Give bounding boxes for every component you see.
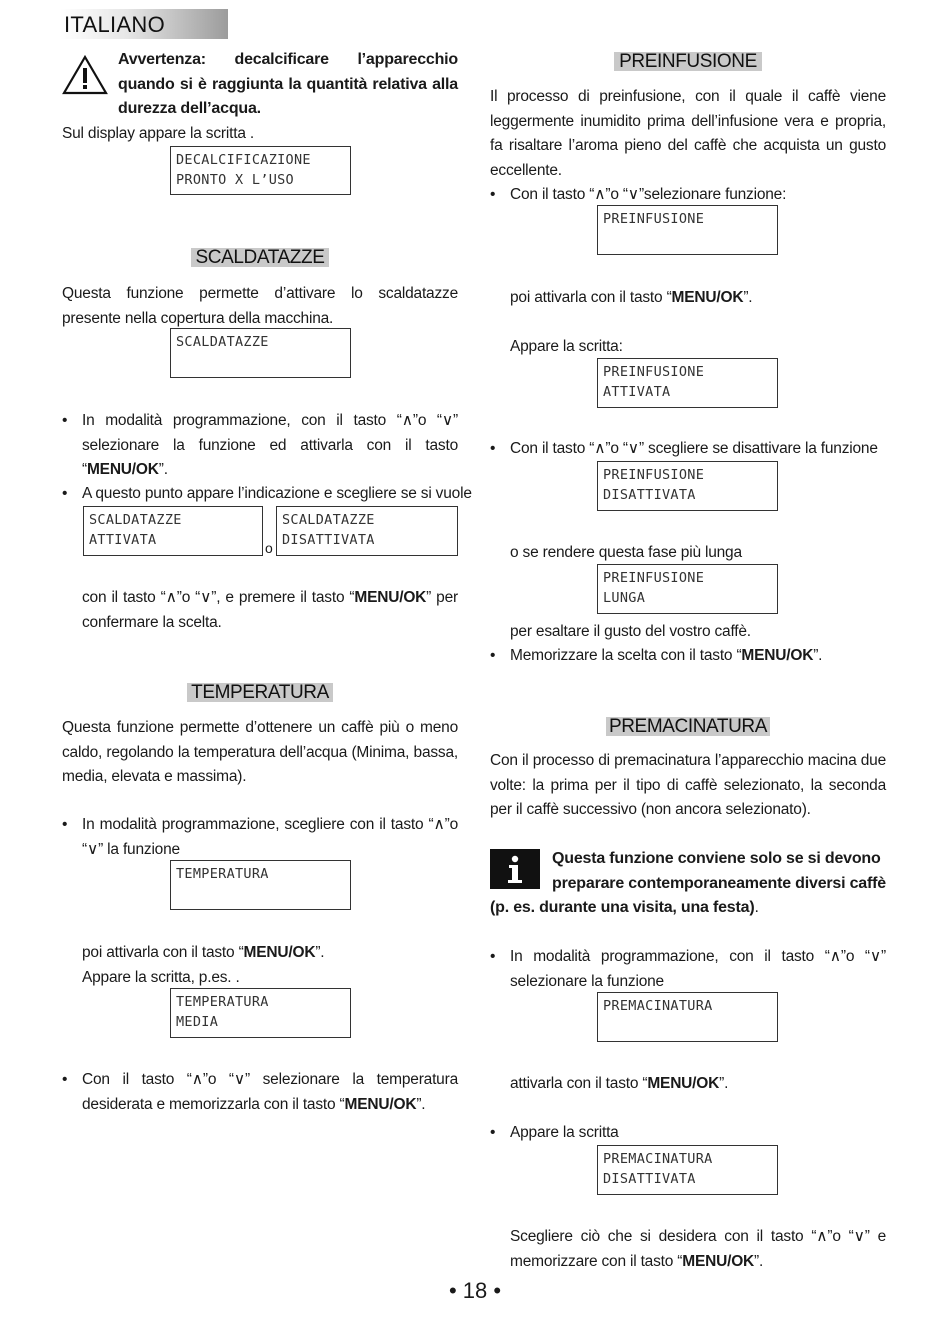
scaldatazze-bullet-1: • In modalità programmazione, con il tasto “∧”o “∨” selezionare la funzione ed attivarla con il tasto “MENU/OK”. [62, 412, 458, 478]
premacinatura-bullet-1: • In modalità programmazione, con il tasto “∧”o “∨” selezionare la funzione [490, 948, 886, 990]
premacinatura-intro: Con il processo di premacinatura l’apparecchio macina due volte: la prima per il tipo di caffè selezionato, la seconda per il caffè successivo (non ancora selezionato). [490, 752, 886, 818]
lcd-preinfusione-disattivata: PREINFUSIONE DISATTIVATA [597, 461, 778, 511]
warning-text: Avvertenza: decalcificare l’apparecchio quando si è raggiunta la quantità relativa alla durezza dell’acqua. [118, 51, 458, 117]
premacinatura-final: Scegliere ciò che si desidera con il tasto “∧”o “∨” e memorizzare con il tasto “MENU/OK”. [510, 1228, 886, 1270]
lcd-preinfusione-lunga: PREINFUSIONE LUNGA [597, 564, 778, 614]
warning-icon [62, 54, 108, 96]
preinfusione-appears: Appare la scritta: [510, 338, 623, 355]
lcd-temperatura-media: TEMPERATURA MEDIA [170, 988, 351, 1038]
preinfusione-bullet-3: • Memorizzare la scelta con il tasto “MENU/OK”. [490, 647, 823, 664]
preinfusione-intro: Il processo di preinfusione, con il quale il caffè viene leggermente inumidito prima dell’infusione vera e propria, fa risaltare l’aroma pieno del caffè che acquista un gusto eccellente. [490, 88, 886, 179]
section-title-scaldatazze: SCALDATAZZE [191, 248, 329, 267]
lcd-preinfusione-attivata: PREINFUSIONE ATTIVATA [597, 358, 778, 408]
section-title-temperatura: TEMPERATURA [187, 683, 333, 702]
preinfusione-longer: o se rendere questa fase più lunga [510, 544, 742, 561]
preinfusione-exalt: per esaltare il gusto del vostro caffè. [510, 623, 751, 640]
scaldatazze-bullet-2: • A questo punto appare l’indicazione e scegliere se si vuole [62, 485, 472, 502]
temperatura-activate: poi attivarla con il tasto “MENU/OK”. [82, 944, 325, 961]
lcd-scaldatazze-disattivata: SCALDATAZZE DISATTIVATA [276, 506, 458, 556]
preinfusione-activate: poi attivarla con il tasto “MENU/OK”. [510, 289, 753, 306]
premacinatura-bullet-2: • Appare la scritta [490, 1124, 619, 1141]
page-number: • 18 • [448, 1278, 502, 1303]
premacinatura-info: Questa funzione conviene solo se si devono preparare contemporaneamente diversi caffè (p. es. durante una visita, una festa). [490, 850, 886, 916]
preinfusione-bullet-1: • Con il tasto “∧”o “∨”selezionare funzione: [490, 186, 787, 203]
lcd-preinfusione: PREINFUSIONE [597, 205, 778, 255]
temperatura-appears: Appare la scritta, p.es. . [82, 969, 240, 986]
lcd-premacinatura: PREMACINATURA [597, 992, 778, 1042]
language-label: ITALIANO [64, 12, 166, 37]
or-label: o [265, 540, 273, 556]
temperatura-bullet-2: • Con il tasto “∧”o “∨” selezionare la temperatura desiderata e memorizzarla con il tasto “MENU/OK”. [62, 1071, 458, 1113]
lcd-decalcificazione: DECALCIFICAZIONE PRONTO X L’USO [170, 146, 351, 195]
section-title-premacinatura: PREMACINATURA [606, 717, 770, 736]
preinfusione-bullet-2: • Con il tasto “∧”o “∨” scegliere se disattivare la funzione [490, 440, 878, 457]
lcd-scaldatazze: SCALDATAZZE [170, 328, 351, 378]
lcd-scaldatazze-attivata: SCALDATAZZE ATTIVATA [83, 506, 263, 556]
scaldatazze-intro: Questa funzione permette d’attivare lo scaldatazze presente nella copertura della macchina. [62, 285, 458, 327]
lcd-premacinatura-disattivata: PREMACINATURA DISATTIVATA [597, 1145, 778, 1195]
language-tab [60, 9, 228, 39]
lcd-temperatura: TEMPERATURA [170, 860, 351, 910]
display-intro: Sul display appare la scritta . [62, 125, 254, 142]
section-title-preinfusione: PREINFUSIONE [614, 52, 762, 71]
scaldatazze-confirm: con il tasto “∧”o “∨”, e premere il tasto “MENU/OK” per confermare la scelta. [82, 589, 458, 631]
temperatura-intro: Questa funzione permette d’ottenere un caffè più o meno caldo, regolando la temperatura dell’acqua (Minima, bassa, media, elevata e massima). [62, 719, 458, 785]
temperatura-bullet-1: • In modalità programmazione, scegliere con il tasto “∧”o “∨” la funzione [62, 816, 458, 858]
premacinatura-activate: attivarla con il tasto “MENU/OK”. [510, 1075, 729, 1092]
